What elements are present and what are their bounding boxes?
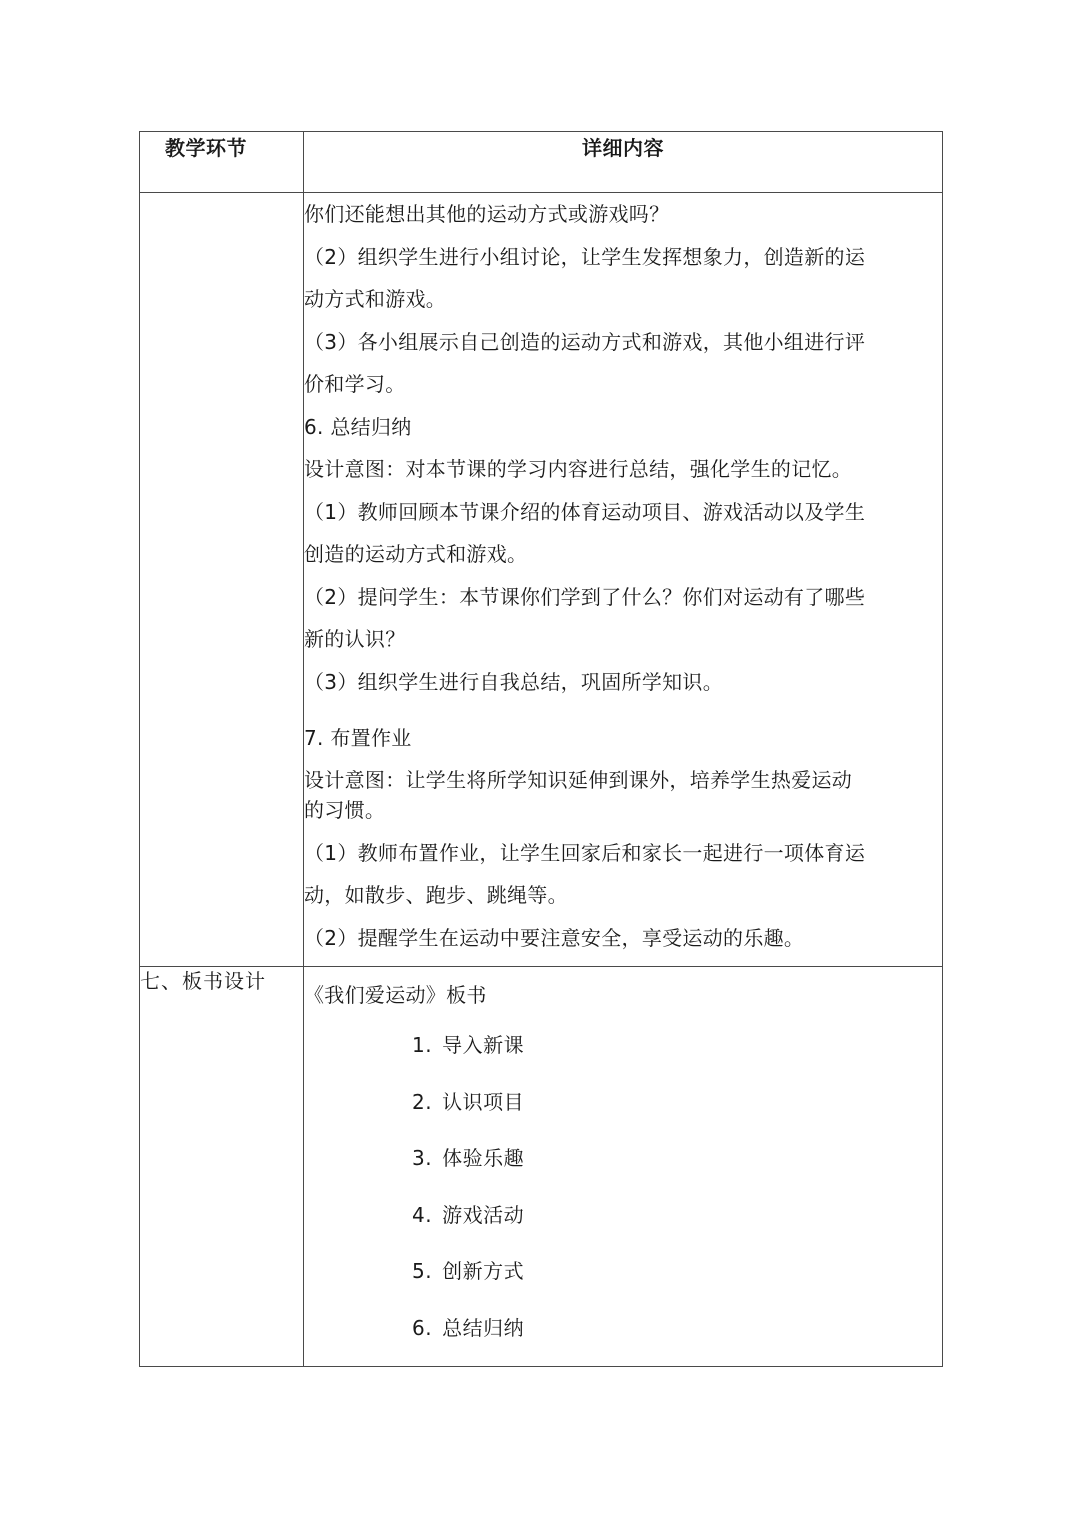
content-line: 设计意图：对本节课的学习内容进行总结，强化学生的记忆。 (304, 457, 853, 481)
list-item (412, 1187, 942, 1244)
list-item-number: 2. (412, 1089, 433, 1114)
list-item (412, 1300, 942, 1357)
list-item-text: 创新方式 (442, 1259, 525, 1283)
content-line: 价和学习。 (304, 372, 406, 396)
list-item-number: 3. (412, 1146, 433, 1170)
list-item-number: 6. (412, 1315, 433, 1340)
content-block-b (304, 717, 942, 824)
stage-cell-board-design: 七、板书设计 (140, 967, 304, 1367)
content-line: 创造的运动方式和游戏。 (304, 542, 528, 566)
content-block-a (304, 193, 942, 703)
table-row-activities (140, 193, 943, 967)
section-heading-homework: 7. 布置作业 (304, 726, 412, 750)
list-item-number: 5. (412, 1259, 433, 1283)
header-teaching-stage: 教学环节 (140, 132, 304, 193)
content-line: （1）教师布置作业，让学生回家后和家长一起进行一项体育运 (304, 840, 866, 865)
content-line: （3）各小组展示自己创造的运动方式和游戏，其他小组进行评 (304, 329, 866, 354)
content-cell-board-design (304, 967, 943, 1367)
list-item (412, 1130, 942, 1187)
list-item-text: 游戏活动 (442, 1202, 525, 1227)
lesson-plan-table (139, 131, 943, 1367)
table-header-row (140, 132, 943, 193)
list-item (412, 1243, 942, 1300)
list-item-text: 认识项目 (442, 1089, 525, 1114)
content-block-c (304, 824, 942, 960)
board-title: 《我们爱运动》板书 (304, 983, 487, 1007)
section-heading-summary: 6. 总结归纳 (304, 414, 412, 439)
list-item-text: 体验乐趣 (442, 1146, 525, 1170)
content-line: （2）提问学生：本节课你们学到了什么？你们对运动有了哪些 (304, 584, 866, 609)
list-item-text: 总结归纳 (442, 1315, 525, 1340)
content-line: （2）提醒学生在运动中要注意安全，享受运动的乐趣。 (304, 925, 805, 950)
table-row-board-design (140, 967, 943, 1367)
content-line: （2）组织学生进行小组讨论，让学生发挥想象力，创造新的运 (304, 244, 866, 269)
content-line: 的习惯。 (304, 797, 386, 822)
list-item-number: 4. (412, 1202, 433, 1227)
header-detailed-content: 详细内容 (304, 132, 943, 193)
content-line: 设计意图：让学生将所学知识延伸到课外，培养学生热爱运动 (304, 767, 853, 792)
content-line: 你们还能想出其他的运动方式或游戏吗？ (304, 202, 670, 226)
content-cell-activities (304, 193, 943, 967)
content-line: 动方式和游戏。 (304, 287, 447, 311)
paragraph-gap (304, 703, 942, 717)
board-outline-list (304, 1017, 942, 1356)
content-line: 动，如散步、跑步、跳绳等。 (304, 883, 568, 907)
stage-cell-empty (140, 193, 304, 967)
list-item-number: 1. (412, 1033, 433, 1057)
list-item (412, 1017, 942, 1074)
list-item (412, 1074, 942, 1131)
content-line: （1）教师回顾本节课介绍的体育运动项目、游戏活动以及学生 (304, 499, 866, 524)
content-line: 新的认识？ (304, 627, 406, 651)
list-item-text: 导入新课 (442, 1033, 525, 1057)
content-line: （3）组织学生进行自我总结，巩固所学知识。 (304, 669, 724, 694)
